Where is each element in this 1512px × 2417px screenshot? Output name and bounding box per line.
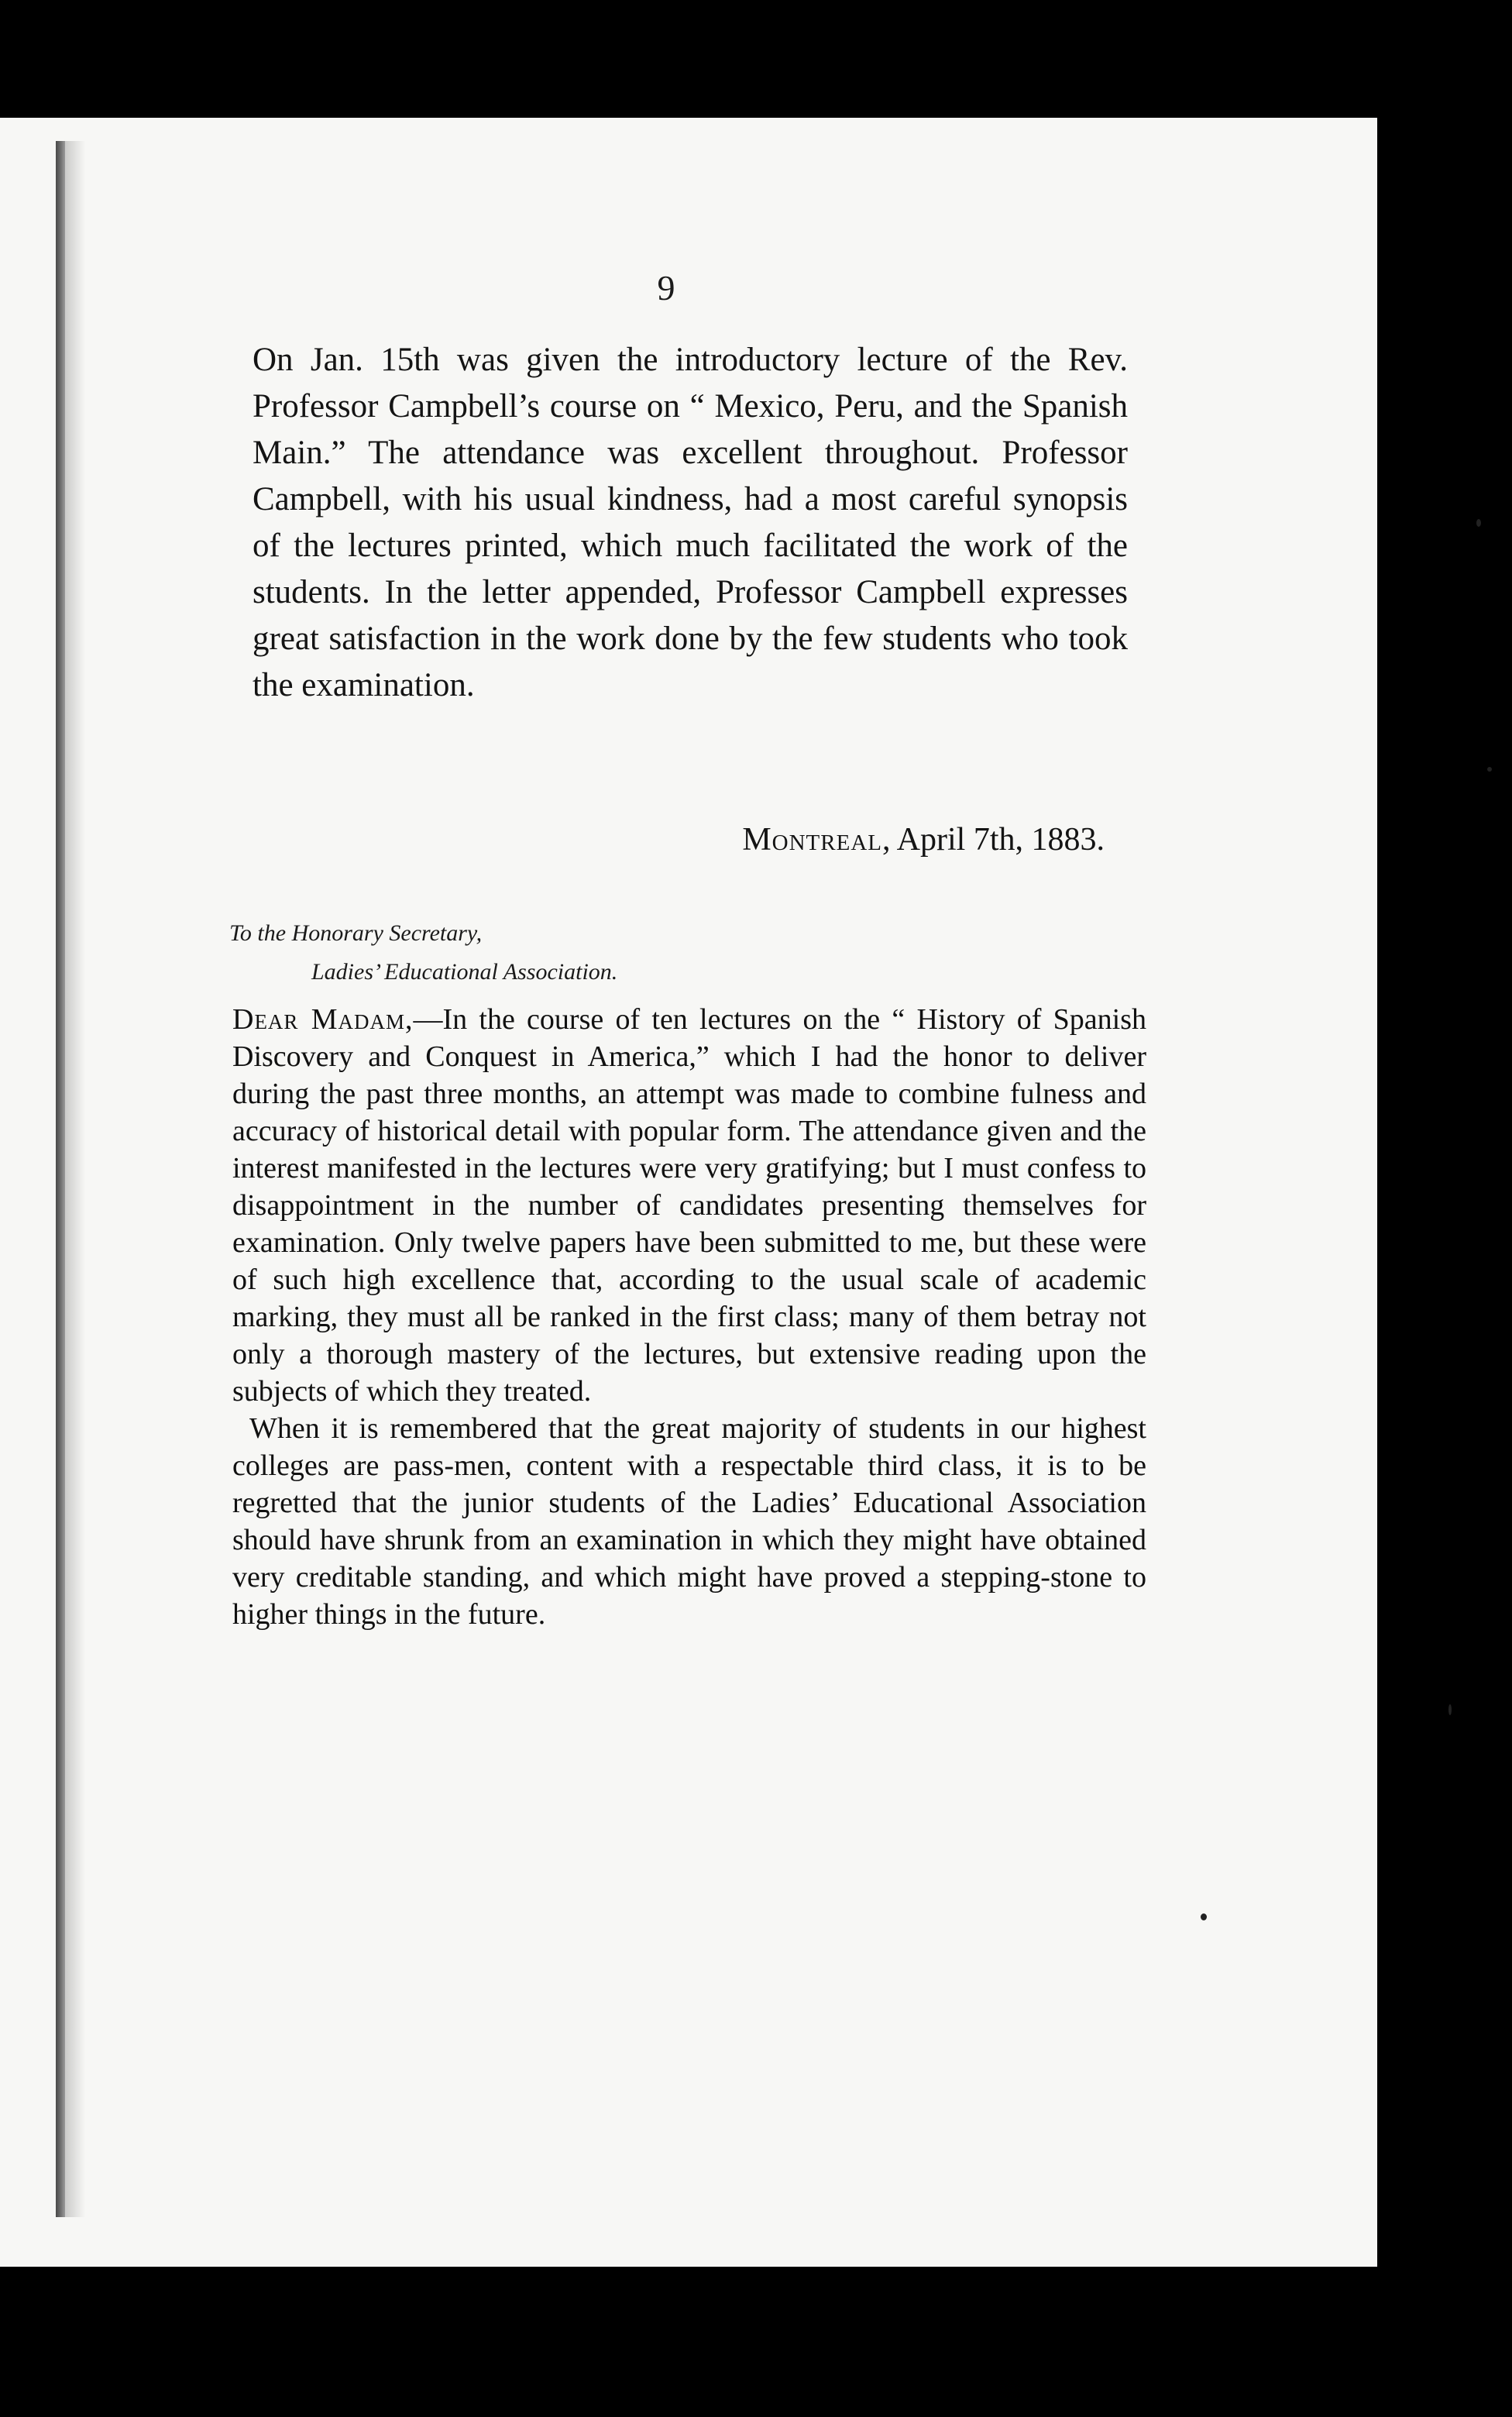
letter-paragraph-1 (232, 1001, 1146, 1410)
address-line-1: To the Honorary Secretary, (229, 920, 483, 946)
letter-salutation: Dear Madam, (232, 1003, 414, 1036)
binding-gutter (56, 141, 65, 2217)
letter-address (229, 914, 926, 992)
letter-paragraph-2: When it is remembered that the great majority of students in our highest colleges are pass-men, content with a respectable third class, it is to be regretted that the junior students of the Ladies’ Educational Association should have shrunk from an examination in which they might have obtained very creditable standing, and which might have proved a stepping-stone to higher things in the future. (232, 1412, 1146, 1631)
scan-speck (1476, 519, 1481, 527)
scan-speck (1201, 1913, 1207, 1920)
dateline-place: Montreal (742, 822, 882, 858)
intro-paragraph: On Jan. 15th was given the introductory lecture of the Rev. Professor Campbell’s course on “ Mexico, Peru, and the Spanish Main.” The attendance was excellent throughout. Professor Campbell, with his usual kindness, had a most careful synopsis of the lectures printed, which much facilitated the work of the students. In the letter appended, Professor Campbell expresses great satisfaction in the work done by the few students who took the examination. (253, 342, 1128, 703)
letter-paragraph-1-text: —In the course of ten lectures on the “ History of Spanish Discovery and Conquest in America,” which I had the honor to deliver during the past three months, an attempt was made to combine fulness and accuracy of historical detail with popular form. The attendance given and the interest manifested in the lectures were very gratifying; but I must confess to disappointment in the number of candidates presenting themselves for examination. Only twelve papers have been submitted to me, but these were of such high excellence that, according to the usual scale of academic marking, they must all be ranked in the first class; many of them betray not only a thorough mastery of the lectures, but extensive reading upon the subjects of which they treated. (232, 1003, 1146, 1408)
binding-shadow (65, 141, 85, 2217)
dateline-date: , April 7th, 1883. (881, 822, 1105, 858)
letter-body (232, 1001, 1146, 1633)
address-line-2: Ladies’ Educational Association. (311, 959, 618, 985)
page-number: 9 (657, 268, 675, 308)
scan-speck (1448, 1704, 1452, 1715)
letter-dateline (640, 821, 1105, 858)
scan-speck (1487, 767, 1492, 772)
